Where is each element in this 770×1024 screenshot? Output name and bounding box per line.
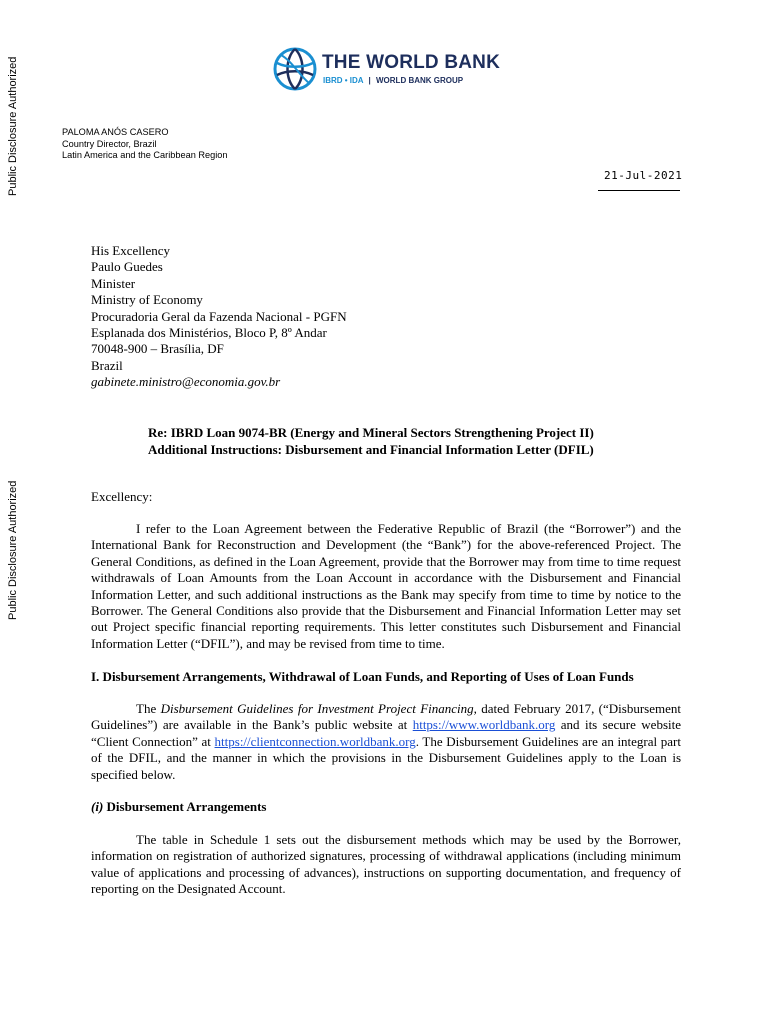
section-heading: I. Disbursement Arrangements, Withdrawal of Loan Funds, and Reporting of Uses of Loan Funds bbox=[91, 669, 634, 684]
address-line: Minister bbox=[91, 275, 136, 291]
client-connection-link[interactable]: https://clientconnection.worldbank.org bbox=[214, 733, 416, 749]
address-line: Esplanada dos Ministérios, Bloco P, 8º Andar bbox=[91, 325, 327, 341]
subject-line-2: Additional Instructions: Disbursement and Financial Information Letter (DFIL) bbox=[148, 441, 594, 457]
paragraph-intro: I refer to the Loan Agreement between the Federative Republic of Brazil (the “Borrower”) and the International Bank for Reconstruction and Development (the “Bank”) for the above-referenced Project. The General Conditions, as defined in the Loan Agreement, provide that the Borrower may from time to time request withdrawals of Loan Amounts from the Loan Account in accordance with the Disbursement and Financial Information Letter, and such additional instructions as the Bank may specify from time to time by notice to the Borrower. The General Conditions also provide that the Disbursement and Financial Information Letter may set out Project specific financial reporting requirements. This letter constitutes such Disbursement and Financial Information Letter (“DFIL”), and may be revised from time to time. bbox=[91, 521, 681, 651]
address-line: Ministry of Economy bbox=[91, 292, 203, 308]
disclosure-label-bottom: Public Disclosure Authorized bbox=[7, 480, 19, 620]
sender-region: Latin America and the Caribbean Region bbox=[62, 150, 228, 160]
address-line: Brazil bbox=[91, 357, 123, 373]
recipient-address bbox=[91, 243, 347, 391]
text-run: . The Disbursement Guidelines are an integral part of the DFIL, and the manner in which the provisions in the Disbursement Guidelines apply to the Loan is specified below. bbox=[91, 733, 681, 782]
sender-title: Country Director, Brazil bbox=[62, 138, 157, 149]
date-underline bbox=[598, 190, 680, 191]
subsection-number: (i) bbox=[91, 799, 104, 814]
logo-group: WORLD BANK GROUP bbox=[376, 76, 464, 85]
text-run: The bbox=[136, 701, 161, 716]
paragraph-schedule: The table in Schedule 1 sets out the disbursement methods which may be used by the Borrower, information on registration of authorized signatures, processing of withdrawal applications (including minimum value of applications and processing of advances), instructions on supporting documentation, and frequency of reporting on the Designated Account. bbox=[91, 832, 681, 897]
subject-block bbox=[148, 425, 594, 458]
address-line: Paulo Guedes bbox=[91, 259, 163, 275]
disclosure-label-top: Public Disclosure Authorized bbox=[7, 56, 19, 196]
text-run: dated February 2017, (“Disbursement Guidelines”) are available in the Bank’s public website at bbox=[91, 701, 681, 733]
worldbank-link[interactable]: https://www.worldbank.org bbox=[412, 717, 556, 733]
recipient-email: gabinete.ministro@economia.gov.br bbox=[91, 374, 281, 390]
globe-icon bbox=[272, 46, 318, 92]
salutation: Excellency: bbox=[91, 489, 153, 504]
logo-separator: | bbox=[368, 76, 371, 85]
subsection-heading bbox=[91, 799, 267, 815]
guidelines-title: Disbursement Guidelines for Investment Project Financing, bbox=[160, 701, 477, 716]
logo-title: THE WORLD BANK bbox=[322, 52, 501, 73]
address-line: Procuradoria Geral da Fazenda Nacional - PGFN bbox=[91, 308, 347, 324]
sender-block bbox=[62, 127, 227, 162]
text-run: and its secure website “Client Connection” at bbox=[91, 717, 681, 749]
letter-date: 21-Jul-2021 bbox=[604, 169, 683, 182]
subsection-title: Disbursement Arrangements bbox=[103, 799, 267, 814]
address-line: His Excellency bbox=[91, 243, 171, 258]
logo-ibrd: IBRD • IDA bbox=[323, 76, 364, 85]
world-bank-logo bbox=[272, 46, 502, 96]
paragraph-guidelines bbox=[91, 701, 681, 783]
address-line: 70048-900 – Brasília, DF bbox=[91, 341, 224, 357]
logo-subtitle bbox=[323, 76, 463, 85]
sender-name: PALOMA ANÓS CASERO bbox=[62, 127, 169, 137]
subject-line-1: Re: IBRD Loan 9074-BR (Energy and Mineral Sectors Strengthening Project II) bbox=[148, 425, 594, 440]
